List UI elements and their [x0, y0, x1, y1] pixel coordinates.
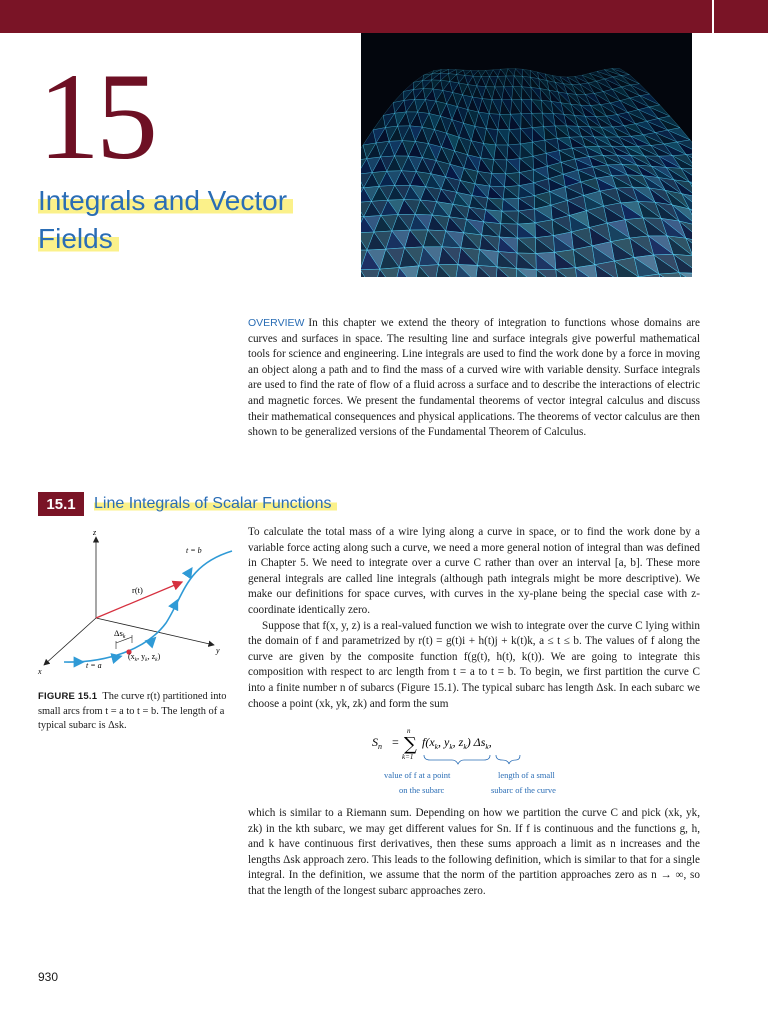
- section-heading: [38, 492, 337, 516]
- figure-caption-label: FIGURE 15.1: [38, 691, 98, 702]
- chapter-hero-image: [361, 33, 692, 277]
- section-body: [248, 525, 700, 712]
- chapter-number: 15: [38, 48, 154, 185]
- y-axis-label: y: [216, 646, 220, 655]
- svg-text:f(xk, yk, zk) Δsk,: $f(x_k$, $y_k$, $z_k$) $\Delta s_k$,: [422, 735, 492, 751]
- delta-s-label: $\Delta s_k$: [114, 628, 126, 640]
- sample-point-label: ($x_k$, $y_k$, $z_k$): [128, 652, 161, 663]
- section-body-continued: [248, 806, 700, 900]
- note-length: length of a small: [498, 770, 555, 780]
- svg-text:Sn: $S_n$: [372, 735, 382, 751]
- svg-text:k=1: k=1: [402, 753, 414, 761]
- overview-paragraph: [248, 316, 700, 441]
- note-length-2: subarc of the curve: [491, 785, 556, 795]
- header-bar-divider: [712, 0, 714, 33]
- r-of-t-label: r(t): [132, 585, 143, 595]
- formula-graphic: [370, 724, 590, 799]
- section-number-badge: 15.1: [38, 492, 84, 516]
- chapter-title-line-1: Integrals and Vector: [38, 185, 293, 216]
- body-paragraph-3: which is similar to a Riemann sum. Depending on how we partition the curve C and pick (xk, yk, zk) in the kth subarc, we may get different values for Sn. If f is continuous and the functions g, h, and k have continuous first derivatives, then these sums approach a limit as n increases and the lengths Δsk approach zero. This leads to the following definition, which is similar to that for a single integral. In the definition, we assume that the norm of the partition approaches zero as n → ∞, so that the length of the longest subarc approaches zero.: [248, 807, 700, 897]
- chapter-title-line-2: Fields: [38, 223, 119, 254]
- summation-sign: ∑: [404, 734, 417, 755]
- page-number: 930: [38, 970, 59, 984]
- body-paragraph-1: To calculate the total mass of a wire lying along a curve in space, or to find the work done by a variable force acting along such a curve, we need a more general notion of integral than was defined in Chapter 5. We need to integrate over a curve C rather than over an interval [a, b]. These more general integrals are called line integrals (although path integrals might be more descriptive). We make our definitions for space curves, with curves in the xy-plane being the special case with z-coordinate identically zero.: [248, 526, 700, 616]
- chapter-title: [38, 182, 338, 258]
- brace-value: [424, 755, 490, 764]
- figure-15-1: [36, 525, 238, 685]
- body-paragraph-2: Suppose that f(x, y, z) is a real-valued function we wish to integrate over the curve C lying within the domain of f and parametrized by r(t) = g(t)i + h(t)j + k(t)k, a ≤ t ≤ b. The values of f along the curve are given by the composite function f(g(t), h(t), k(t)). We are going to integrate this composition with respect to arc length from t = a to t = b. To begin, we first partition the curve C into a finite number n of subarcs (Figure 15.1). The typical subarc has length Δsk. In each subarc we choose a point (xk, yk, zk) and form the sum: [248, 619, 700, 710]
- terrain-mesh: [361, 68, 692, 277]
- figure-caption-text: The curve r(t) partitioned into small arcs from t = a to t = b. The length of a typical subarc is Δsk.: [38, 691, 227, 732]
- t-equals-a-label: t = a: [86, 661, 102, 670]
- curve-c: [64, 551, 232, 662]
- figure-caption: [38, 690, 236, 734]
- riemann-sum-formula: [370, 724, 590, 799]
- overview-text: In this chapter we extend the theory of integration to functions whose domains are curves and surfaces in space. The resulting line and surface integrals give powerful mathematical tools for science and engineering. Line integrals are used to find the work done by a force in moving an object along a path and to find the mass of a curved wire with variable density. Surface integrals are used to find the rate of flow of a fluid across a surface and to describe the interactions of electric and magnetic forces. We present the fundamental theorems of vector integral calculus and discuss their mathematical consequences and physical applications. The theorems of vector calculus are then shown to be generalized versions of the Fundamental Theorem of Calculus.: [248, 317, 700, 439]
- t-equals-b-label: t = b: [186, 546, 202, 555]
- x-axis: [44, 618, 96, 665]
- svg-text:=: =: [392, 735, 399, 749]
- brace-length: [496, 755, 520, 764]
- header-bar: [0, 0, 768, 33]
- z-axis-label: z: [93, 528, 97, 537]
- svg-text:n: n: [407, 727, 411, 735]
- figure-15-1-diagram: [36, 525, 238, 685]
- note-value-2: on the subarc: [399, 785, 445, 795]
- note-value: value of f at a point: [384, 770, 451, 780]
- wireframe-terrain-graphic: [361, 33, 692, 277]
- overview-label: OVERVIEW: [248, 317, 305, 329]
- x-axis-label: x: [38, 667, 42, 676]
- section-title: Line Integrals of Scalar Functions: [94, 495, 337, 513]
